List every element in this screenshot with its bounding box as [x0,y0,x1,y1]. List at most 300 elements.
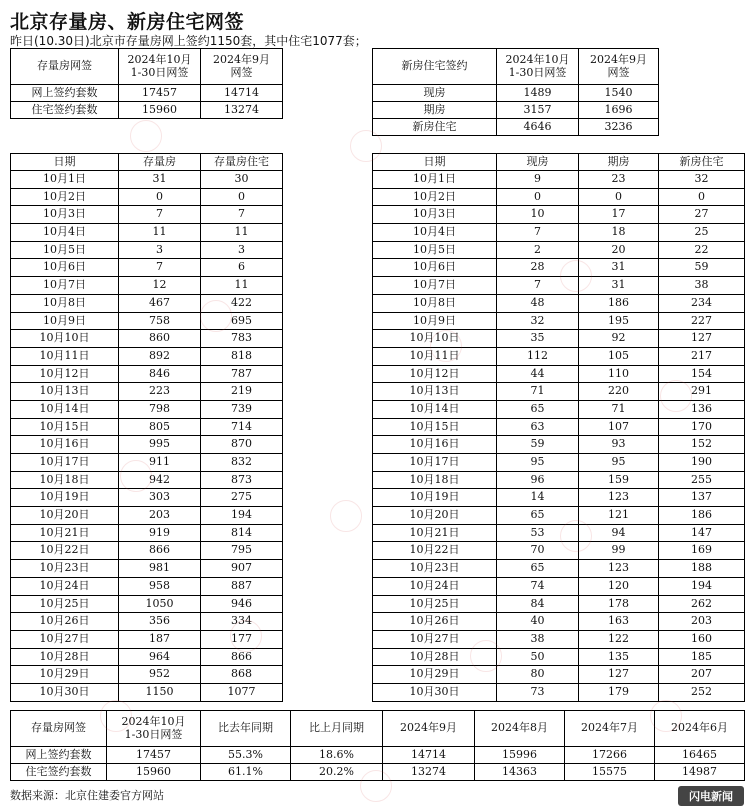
resale-daily-cell: 805 [119,418,201,436]
new-daily-cell: 84 [497,595,579,613]
new-daily-cell: 7 [497,277,579,295]
new-daily-cell: 59 [659,259,745,277]
resale-daily-row [11,683,283,701]
new-daily-cell: 38 [659,277,745,295]
resale-daily-cell: 911 [119,454,201,472]
new-daily-cell: 2 [497,241,579,259]
resale-daily-row [11,347,283,365]
resale-daily-cell: 10月7日 [11,277,119,295]
new-daily-cell: 207 [659,666,745,684]
new-daily-cell: 123 [579,489,659,507]
resale-daily-cell: 846 [119,365,201,383]
resale-daily-row [11,648,283,666]
new-daily-cell: 252 [659,683,745,701]
resale-daily-cell: 11 [119,224,201,242]
new-daily-row [373,454,745,472]
resale-daily-cell: 6 [201,259,283,277]
resale-daily-cell: 31 [119,171,201,189]
watermark-stamp [130,120,162,152]
new-daily-row [373,294,745,312]
new-daily-cell: 70 [497,542,579,560]
new-daily-row [373,312,745,330]
new-daily-cell: 107 [579,418,659,436]
new-daily-cell: 10月17日 [373,454,497,472]
bottom-summary-header-cell: 比去年同期 [201,711,291,747]
new-daily-cell: 38 [497,630,579,648]
new-daily-cell: 10月25日 [373,595,497,613]
bottom-summary-cell: 17266 [565,747,655,764]
new-daily-cell: 10月14日 [373,400,497,418]
resale-daily-row [11,241,283,259]
new-daily-cell: 50 [497,648,579,666]
new-daily-cell: 194 [659,577,745,595]
bottom-summary-header-cell: 2024年10月 1-30日网签 [107,711,201,747]
resale-daily-row [11,330,283,348]
resale-daily-cell: 783 [201,330,283,348]
new-daily-cell: 80 [497,666,579,684]
bottom-summary-cell: 55.3% [201,747,291,764]
resale-daily-cell: 866 [201,648,283,666]
new-daily-cell: 170 [659,418,745,436]
new-daily-cell: 20 [579,241,659,259]
resale-daily-cell: 10月24日 [11,577,119,595]
new-daily-row [373,171,745,189]
new-daily-row [373,666,745,684]
resale-daily-cell: 952 [119,666,201,684]
resale-daily-row [11,224,283,242]
new-daily-cell: 27 [659,206,745,224]
new-daily-cell: 10月26日 [373,613,497,631]
resale-daily-cell: 7 [119,259,201,277]
resale-daily-cell: 10月18日 [11,471,119,489]
new-daily-cell: 190 [659,454,745,472]
new-daily-cell: 14 [497,489,579,507]
bottom-summary-header-cell: 2024年6月 [655,711,745,747]
resale-daily-row [11,400,283,418]
resale-summary-row [11,85,283,102]
resale-daily-row [11,312,283,330]
new-daily-cell: 10月29日 [373,666,497,684]
new-daily-cell: 10月10日 [373,330,497,348]
new-daily-cell: 160 [659,630,745,648]
new-daily-cell: 10月1日 [373,171,497,189]
new-daily-cell: 35 [497,330,579,348]
new-daily-cell: 7 [497,224,579,242]
resale-daily-cell: 10月14日 [11,400,119,418]
resale-summary-cell: 网上签约套数 [11,85,119,102]
bottom-summary-cell: 14363 [475,764,565,781]
bottom-summary-header-cell: 2024年9月 [383,711,475,747]
new-daily-cell: 18 [579,224,659,242]
new-summary-row [373,119,659,136]
new-daily-header-cell: 期房 [579,154,659,171]
resale-daily-cell: 818 [201,347,283,365]
resale-daily-cell: 12 [119,277,201,295]
new-daily-cell: 10月13日 [373,383,497,401]
resale-daily-cell: 10月12日 [11,365,119,383]
resale-summary-table [10,48,283,119]
new-summary-cell: 3236 [579,119,659,136]
resale-daily-cell: 10月27日 [11,630,119,648]
resale-daily-cell: 219 [201,383,283,401]
resale-daily-cell: 868 [201,666,283,684]
resale-daily-cell: 334 [201,613,283,631]
new-daily-cell: 154 [659,365,745,383]
resale-daily-cell: 958 [119,577,201,595]
new-daily-row [373,436,745,454]
bottom-summary-cell: 61.1% [201,764,291,781]
new-daily-row [373,542,745,560]
bottom-summary-table [10,710,745,781]
resale-daily-cell: 787 [201,365,283,383]
new-daily-cell: 71 [497,383,579,401]
bottom-summary-header-cell: 存量房网签 [11,711,107,747]
resale-daily-cell: 814 [201,524,283,542]
new-daily-cell: 48 [497,294,579,312]
resale-daily-row [11,560,283,578]
resale-daily-cell: 10月6日 [11,259,119,277]
new-daily-row [373,206,745,224]
resale-daily-cell: 10月16日 [11,436,119,454]
new-summary-cell: 3157 [497,102,579,119]
resale-summary-header-cell: 2024年9月 网签 [201,49,283,85]
new-daily-row [373,330,745,348]
new-daily-cell: 0 [497,188,579,206]
new-daily-cell: 120 [579,577,659,595]
resale-daily-cell: 3 [201,241,283,259]
resale-daily-cell: 187 [119,630,201,648]
new-daily-cell: 10月18日 [373,471,497,489]
new-summary-cell: 1540 [579,85,659,102]
new-daily-row [373,188,745,206]
new-daily-cell: 169 [659,542,745,560]
resale-daily-cell: 870 [201,436,283,454]
resale-daily-cell: 356 [119,613,201,631]
resale-daily-cell: 714 [201,418,283,436]
new-daily-cell: 10月30日 [373,683,497,701]
new-daily-row [373,365,745,383]
resale-daily-cell: 10月19日 [11,489,119,507]
new-daily-cell: 105 [579,347,659,365]
resale-daily-cell: 10月2日 [11,188,119,206]
new-daily-cell: 10月15日 [373,418,497,436]
new-daily-row [373,524,745,542]
new-daily-row [373,277,745,295]
new-daily-cell: 31 [579,277,659,295]
new-daily-cell: 40 [497,613,579,631]
new-summary-cell: 现房 [373,85,497,102]
resale-daily-cell: 3 [119,241,201,259]
new-daily-cell: 10 [497,206,579,224]
resale-summary-row [11,102,283,119]
new-daily-cell: 44 [497,365,579,383]
resale-daily-row [11,277,283,295]
new-daily-cell: 10月22日 [373,542,497,560]
new-daily-cell: 10月19日 [373,489,497,507]
new-daily-cell: 163 [579,613,659,631]
new-daily-cell: 127 [579,666,659,684]
resale-summary-cell: 17457 [119,85,201,102]
new-daily-cell: 22 [659,241,745,259]
resale-summary-cell: 15960 [119,102,201,119]
resale-summary-cell: 13274 [201,102,283,119]
new-daily-cell: 159 [579,471,659,489]
new-daily-cell: 71 [579,400,659,418]
resale-daily-cell: 10月20日 [11,507,119,525]
resale-daily-cell: 10月4日 [11,224,119,242]
new-daily-cell: 95 [579,454,659,472]
resale-daily-row [11,188,283,206]
new-daily-cell: 73 [497,683,579,701]
new-daily-cell: 10月23日 [373,560,497,578]
new-daily-cell: 186 [579,294,659,312]
resale-daily-cell: 942 [119,471,201,489]
new-daily-cell: 10月20日 [373,507,497,525]
resale-daily-cell: 866 [119,542,201,560]
resale-daily-cell: 860 [119,330,201,348]
new-daily-cell: 25 [659,224,745,242]
resale-daily-cell: 10月29日 [11,666,119,684]
resale-summary-cell: 住宅签约套数 [11,102,119,119]
new-daily-cell: 220 [579,383,659,401]
new-daily-cell: 28 [497,259,579,277]
new-daily-cell: 96 [497,471,579,489]
resale-daily-cell: 10月26日 [11,613,119,631]
bottom-summary-cell: 13274 [383,764,475,781]
resale-daily-cell: 832 [201,454,283,472]
new-daily-cell: 10月28日 [373,648,497,666]
new-daily-cell: 95 [497,454,579,472]
resale-daily-row [11,613,283,631]
new-summary-header-cell: 2024年10月 1-30日网签 [497,49,579,85]
bottom-summary-header-cell: 2024年8月 [475,711,565,747]
resale-daily-cell: 422 [201,294,283,312]
new-daily-cell: 127 [659,330,745,348]
resale-daily-cell: 177 [201,630,283,648]
resale-daily-cell: 10月23日 [11,560,119,578]
resale-daily-cell: 1150 [119,683,201,701]
new-summary-table [372,48,659,136]
new-daily-cell: 234 [659,294,745,312]
resale-daily-cell: 11 [201,277,283,295]
new-daily-cell: 10月6日 [373,259,497,277]
resale-daily-cell: 223 [119,383,201,401]
new-daily-cell: 92 [579,330,659,348]
resale-daily-cell: 10月22日 [11,542,119,560]
resale-daily-row [11,454,283,472]
new-daily-cell: 10月9日 [373,312,497,330]
watermark-stamp [330,500,362,532]
new-daily-cell: 137 [659,489,745,507]
new-daily-cell: 135 [579,648,659,666]
new-daily-cell: 32 [659,171,745,189]
bottom-summary-cell: 15996 [475,747,565,764]
new-daily-cell: 10月21日 [373,524,497,542]
resale-daily-cell: 10月10日 [11,330,119,348]
new-daily-row [373,383,745,401]
resale-daily-cell: 10月15日 [11,418,119,436]
bottom-summary-cell: 住宅签约套数 [11,764,107,781]
new-daily-cell: 123 [579,560,659,578]
new-daily-row [373,613,745,631]
new-daily-cell: 10月7日 [373,277,497,295]
resale-daily-cell: 0 [201,188,283,206]
page-subtitle: 昨日(10.30日)北京市存量房网上签约1150套，其中住宅1077套； [10,34,367,48]
resale-daily-cell: 995 [119,436,201,454]
new-daily-row [373,489,745,507]
resale-daily-cell: 275 [201,489,283,507]
new-daily-cell: 32 [497,312,579,330]
new-daily-cell: 17 [579,206,659,224]
bottom-summary-cell: 15960 [107,764,201,781]
resale-daily-row [11,294,283,312]
new-daily-cell: 99 [579,542,659,560]
new-summary-row [373,102,659,119]
new-daily-cell: 94 [579,524,659,542]
resale-daily-cell: 10月21日 [11,524,119,542]
resale-daily-cell: 758 [119,312,201,330]
new-summary-row [373,85,659,102]
new-summary-cell: 新房住宅 [373,119,497,136]
new-daily-cell: 179 [579,683,659,701]
bottom-summary-cell: 18.6% [291,747,383,764]
new-daily-cell: 10月27日 [373,630,497,648]
resale-daily-row [11,206,283,224]
resale-daily-cell: 194 [201,507,283,525]
new-daily-row [373,577,745,595]
resale-daily-row [11,383,283,401]
data-source-footer: 数据来源：北京住建委官方网站 [10,789,164,802]
resale-daily-cell: 964 [119,648,201,666]
new-daily-row [373,418,745,436]
resale-daily-cell: 887 [201,577,283,595]
resale-daily-cell: 739 [201,400,283,418]
new-daily-cell: 31 [579,259,659,277]
new-daily-cell: 152 [659,436,745,454]
resale-daily-row [11,365,283,383]
bottom-summary-cell: 16465 [655,747,745,764]
resale-daily-row [11,259,283,277]
resale-daily-row [11,577,283,595]
resale-daily-cell: 10月5日 [11,241,119,259]
resale-daily-row [11,666,283,684]
new-daily-cell: 188 [659,560,745,578]
resale-daily-cell: 203 [119,507,201,525]
resale-daily-cell: 10月28日 [11,648,119,666]
resale-daily-row [11,436,283,454]
new-daily-cell: 65 [497,400,579,418]
new-daily-table [372,153,745,702]
resale-daily-cell: 981 [119,560,201,578]
resale-daily-cell: 10月13日 [11,383,119,401]
bottom-summary-cell: 网上签约套数 [11,747,107,764]
resale-daily-header-cell: 存量房住宅 [201,154,283,171]
bottom-summary-header-cell: 2024年7月 [565,711,655,747]
new-daily-row [373,400,745,418]
new-daily-cell: 74 [497,577,579,595]
new-daily-cell: 10月8日 [373,294,497,312]
new-daily-row [373,648,745,666]
resale-daily-cell: 11 [201,224,283,242]
resale-daily-header-cell: 日期 [11,154,119,171]
resale-daily-row [11,489,283,507]
new-daily-row [373,471,745,489]
new-daily-row [373,683,745,701]
new-daily-cell: 122 [579,630,659,648]
new-daily-cell: 186 [659,507,745,525]
resale-daily-cell: 7 [201,206,283,224]
resale-daily-cell: 892 [119,347,201,365]
resale-summary-cell: 14714 [201,85,283,102]
new-daily-header-cell: 现房 [497,154,579,171]
resale-daily-cell: 695 [201,312,283,330]
new-daily-cell: 10月24日 [373,577,497,595]
resale-daily-row [11,171,283,189]
new-daily-cell: 10月2日 [373,188,497,206]
new-daily-cell: 10月3日 [373,206,497,224]
new-daily-row [373,241,745,259]
new-daily-cell: 23 [579,171,659,189]
new-daily-cell: 217 [659,347,745,365]
resale-daily-cell: 0 [119,188,201,206]
new-daily-header-cell: 新房住宅 [659,154,745,171]
resale-daily-cell: 30 [201,171,283,189]
resale-daily-row [11,471,283,489]
new-daily-cell: 121 [579,507,659,525]
bottom-summary-cell: 17457 [107,747,201,764]
new-daily-cell: 93 [579,436,659,454]
new-daily-cell: 10月11日 [373,347,497,365]
new-daily-row [373,507,745,525]
new-daily-row [373,630,745,648]
resale-daily-cell: 919 [119,524,201,542]
resale-daily-cell: 907 [201,560,283,578]
new-daily-cell: 185 [659,648,745,666]
new-daily-cell: 147 [659,524,745,542]
new-daily-cell: 0 [659,188,745,206]
new-daily-cell: 178 [579,595,659,613]
bottom-summary-cell: 20.2% [291,764,383,781]
resale-daily-row [11,595,283,613]
new-daily-cell: 9 [497,171,579,189]
resale-daily-table [10,153,283,702]
resale-daily-cell: 7 [119,206,201,224]
resale-daily-row [11,630,283,648]
new-daily-cell: 65 [497,507,579,525]
bottom-summary-cell: 14987 [655,764,745,781]
resale-daily-cell: 467 [119,294,201,312]
new-daily-cell: 195 [579,312,659,330]
new-daily-cell: 112 [497,347,579,365]
new-daily-header-cell: 日期 [373,154,497,171]
new-daily-row [373,560,745,578]
resale-daily-row [11,507,283,525]
bottom-summary-header-cell: 比上月同期 [291,711,383,747]
resale-daily-cell: 10月3日 [11,206,119,224]
new-daily-row [373,347,745,365]
new-daily-cell: 203 [659,613,745,631]
new-daily-cell: 227 [659,312,745,330]
resale-summary-header-cell: 存量房网签 [11,49,119,85]
new-summary-header-cell: 2024年9月 网签 [579,49,659,85]
bottom-summary-row [11,747,745,764]
resale-daily-cell: 873 [201,471,283,489]
new-daily-cell: 10月12日 [373,365,497,383]
new-daily-cell: 136 [659,400,745,418]
resale-daily-row [11,542,283,560]
bottom-summary-cell: 15575 [565,764,655,781]
new-daily-cell: 255 [659,471,745,489]
